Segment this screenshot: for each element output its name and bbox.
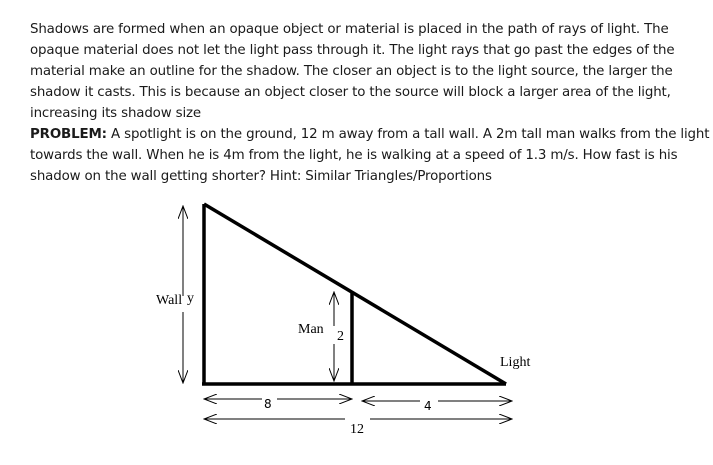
man-height-label: 2	[337, 329, 344, 344]
intro-line-3: material make an outline for the shadow. The closer an object is to the light source, the larger the	[30, 64, 673, 79]
problem-label: PROBLEM:	[30, 127, 107, 142]
wall-variable-label: y	[187, 291, 194, 306]
wall-label: Wall	[156, 293, 183, 308]
intro-line-4: shadow it casts. This is because an object closer to the source will block a larger area of the light,	[30, 85, 671, 100]
light-ray-line	[204, 204, 506, 384]
intro-line-5: increasing its shadow size	[30, 106, 202, 121]
distance-man-light-label: 4	[424, 399, 432, 413]
intro-line-2: opaque material does not let the light pass through it. The light rays that go past the edges of the	[30, 43, 675, 58]
intro-line-1: Shadows are formed when an opaque object or material is placed in the path of rays of light. The	[30, 22, 669, 37]
problem-line-3: shadow on the wall getting shorter? Hint: Similar Triangles/Proportions	[30, 169, 492, 184]
distance-wall-man-label: 8	[264, 397, 272, 411]
problem-statement-1: A spotlight is on the ground, 12 m away from a tall wall. A 2m tall man walks from the light	[106, 127, 710, 142]
problem-line-2: towards the wall. When he is 4m from the light, he is walking at a speed of 1.3 m/s. How fast is his	[30, 148, 678, 163]
man-label: Man	[298, 322, 324, 337]
light-label: Light	[500, 355, 531, 370]
distance-total-label: 12	[350, 422, 364, 437]
